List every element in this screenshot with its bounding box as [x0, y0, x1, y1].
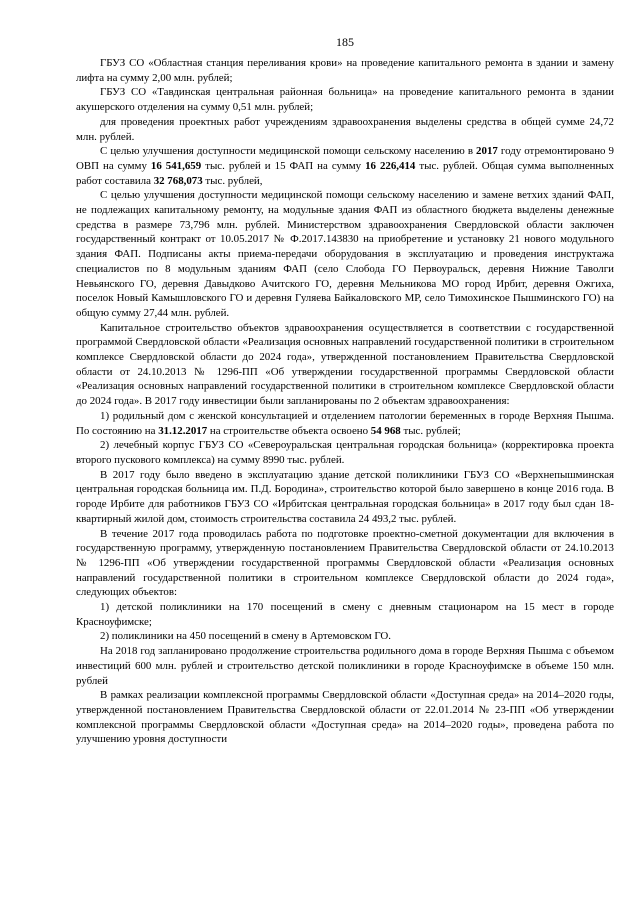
text-run: С целью улучшения доступности медицинской помощи сельскому населению в	[100, 145, 477, 158]
paragraph	[76, 468, 614, 527]
text-run: 2) лечебный корпус ГБУЗ СО «Североуральская центральная городская больница» (корректировка проекта второго пускового комплекса) на сумму 8990 тыс. рублей.	[76, 439, 614, 466]
text-run: 2) поликлиники на 450 посещений в смену в Артемовском ГО.	[100, 630, 391, 643]
text-run: тыс. рублей,	[202, 174, 263, 187]
paragraph	[76, 56, 614, 85]
page-number: 185	[336, 35, 354, 49]
text-run: тыс. рублей;	[400, 424, 461, 437]
paragraph	[76, 321, 614, 409]
text-run: ГБУЗ СО «Областная станция переливания крови» на проведение капитального ремонта в здании и замену лифта на сумму 2,00 млн. рублей;	[76, 57, 614, 84]
text-run: 1) родильный дом с женской консультацией и отделением патологии беременных в городе Верхняя Пышма. По состоянию на	[76, 409, 614, 437]
document-page	[76, 34, 614, 747]
text-run: году отремонтировано 9 ОВП на сумму	[76, 145, 614, 172]
paragraph	[76, 438, 614, 467]
text-run: тыс. рублей. Общая сумма выполненных работ составила	[76, 159, 614, 187]
paragraph	[76, 629, 614, 644]
bold-text: 32 768,073	[153, 174, 203, 187]
text-run: для проведения проектных работ учреждениям здравоохранения выделены средства в общей сумме 24,72 млн. рублей.	[76, 115, 614, 143]
paragraph	[76, 644, 614, 688]
text-run: тыс. рублей и 15 ФАП на сумму	[201, 159, 366, 172]
bold-text: 54 968	[370, 424, 401, 437]
document-body	[76, 56, 614, 747]
paragraph	[76, 527, 614, 601]
text-run: С целью улучшения доступности медицинской помощи сельскому населению и замене ветхих зданий ФАП, не подлежащих капитальному ремонту, на модульные здания ФАП из областного бюджета выделены денежные средства в размере 73,796 млн. рублей. Министерством здравоохранения Свердловской области заключен государственный контракт от 10.05.2017 № Ф.2017.143830 на приобретение и установку 21 нового модульного здания ФАП. Подписаны акты приема-передачи оборудования в эксплуатацию и проведения инструктажа специалистов по 8 модульным зданиям ФАП (село Слобода ГО Первоуральск, деревня Нижние Таволги Невьянского ГО, деревня Давыдково Ачитского ГО, деревня Мельникова МО город Ирбит, деревня Ожгиха, поселок Новый Камышловского ГО и деревня Гуляева Байкаловского МР, село Тимохинское Пышминского ГО) на общую сумму 27,44 млн. рублей.	[76, 189, 614, 319]
bold-text: 16 226,414	[365, 159, 416, 172]
paragraph	[76, 409, 614, 438]
text-run: В 2017 году было введено в эксплуатацию здание детской поликлиники ГБУЗ СО «Верхнепышминская центральная городская больница им. П.Д. Бородина», строительство которой было завершено в конце 2016 года. В городе Ирбите для работников ГБУЗ СО «Ирбитская центральная городская больница» в 2017 году был сдан 18-квартирный жилой дом, стоимость строительства составила 24 493,2 тыс. рублей.	[76, 468, 614, 525]
paragraph	[76, 144, 614, 188]
paragraph	[76, 188, 614, 320]
paragraph	[76, 115, 614, 144]
text-run: на строительстве объекта освоено	[207, 424, 371, 437]
text-run: В рамках реализации комплексной программы Свердловской области «Доступная среда» на 2014–2020 годы, утвержденной постановлением Правительства Свердловской области от 22.01.2014 № 23-ПП «Об утверждении комплексной программы Свердловской области «Доступная среда» на 2014–2020 годы», проведена работа по улучшению уровня доступности	[76, 689, 614, 746]
text-run: В течение 2017 года проводилась работа по подготовке проектно-сметной документации для включения в государственную программу, утвержденную постановлением Правительства Свердловской области от 24.10.2013 № 1296-ПП «Об утверждении государственной программы Свердловской области «Реализация основных направлений государственной политики в строительном комплексе Свердловской области до 2024 года», следующих объектов:	[76, 527, 614, 599]
bold-text: 2017	[476, 145, 498, 158]
paragraph	[76, 688, 614, 747]
text-run: Капитальное строительство объектов здравоохранения осуществляется в соответствии с государственной программой Свердловской области «Реализация основных направлений государственной политики в строительном комплексе Свердловской области до 2024 года», утвержденной постановлением Правительства Свердловской области от 24.10.2013 № 1296-ПП «Об утверждении государственной программы Свердловской области «Реализация основных направлений государственной политики в строительном комплексе Свердловской области до 2024 года». В 2017 году инвестиции были запланированы по 2 объектам здравоохранения:	[76, 321, 614, 408]
text-run: На 2018 год запланировано продолжение строительства родильного дома в городе Верхняя Пышма с объемом инвестиций 600 млн. рублей и строительство детской поликлиники в городе Красноуфимске в объеме 150 млн. рублей	[76, 645, 614, 687]
paragraph	[76, 600, 614, 629]
paragraph	[76, 85, 614, 114]
bold-text: 31.12.2017	[158, 424, 208, 437]
text-run: ГБУЗ СО «Тавдинская центральная районная больница» на проведение капитального ремонта в здании акушерского отделения на сумму 0,51 млн. рублей;	[76, 86, 614, 114]
text-run: 1) детской поликлиники на 170 посещений в смену с дневным стационаром на 15 мест в городе Красноуфимске;	[76, 601, 614, 628]
bold-text: 16 541,659	[150, 159, 202, 172]
